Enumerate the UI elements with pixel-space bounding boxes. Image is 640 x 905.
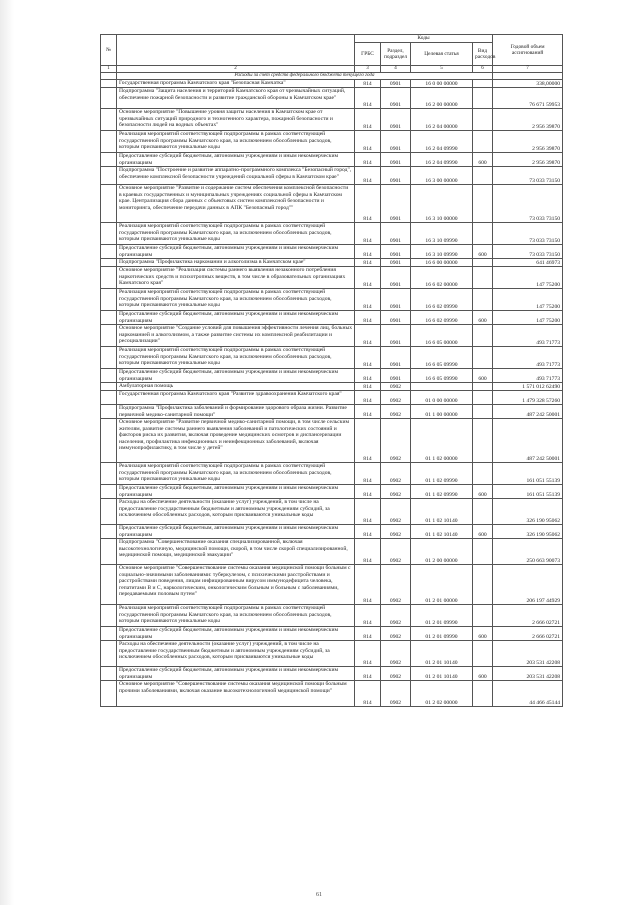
row-number-cell <box>101 681 117 707</box>
row-number-cell <box>101 88 117 109</box>
row-target-article: 16 6 02 09990 <box>411 311 473 325</box>
row-expense-type <box>473 499 493 525</box>
row-grbs: 814 <box>355 565 381 605</box>
row-amount: 493 71773 <box>493 369 563 383</box>
row-name: Государственная программа Камчатского края "Развитие здравоохранения Камчатского края" <box>117 391 355 405</box>
row-name: Основное мероприятие "Совершенствование системы оказания медицинской помощи больным прочими заболеваниями, включая оказание высокотехнологичной медицинской помощи" <box>117 681 355 707</box>
row-target-article: 01 1 00 00000 <box>411 405 473 419</box>
row-target-article: 01 0 00 00000 <box>411 391 473 405</box>
row-section: 0901 <box>381 185 411 223</box>
row-number-cell <box>101 565 117 605</box>
row-grbs: 814 <box>355 259 381 267</box>
row-section: 0902 <box>381 499 411 525</box>
row-name: Подпрограмма "Построение и развитие аппаратно-программного комплекса "Безопасный город", обеспечение комплексной безопасности учреждений социальной сферы в Камчатском крае" <box>117 167 355 185</box>
row-grbs: 814 <box>355 88 381 109</box>
row-amount: 487 242 50001 <box>493 419 563 463</box>
row-target-article: 01 2 01 09990 <box>411 627 473 641</box>
row-name: Предоставление субсидий бюджетным, автономным учреждениям и иным некоммерческим организациям <box>117 525 355 539</box>
row-section: 0902 <box>381 485 411 499</box>
row-name: Реализация мероприятий соответствующей подпрограммы в рамках соответствующей государственной программы Камчатского края, за исключением обособленных расходов, которым присваиваются уникальные коды <box>117 463 355 485</box>
row-name: Реализация мероприятий соответствующей подпрограммы в рамках соответствующей государственной программы Камчатского края, за исключением обособленных расходов, которым присваиваются уникальные коды <box>117 131 355 153</box>
row-target-article: 16 6 02 09990 <box>411 289 473 311</box>
row-target-article: 16 6 05 00000 <box>411 325 473 347</box>
row-grbs: 814 <box>355 391 381 405</box>
row-expense-type <box>473 347 493 369</box>
row-name: Расходы на обеспечение деятельности (оказание услуг) учреждений, в том числе на предоставление государственным бюджетным и автономным учреждениям субсидий, за исключением обособленных расходов, которым присваиваются уникальные коды <box>117 499 355 525</box>
row-section: 0902 <box>381 419 411 463</box>
row-expense-type: 600 <box>473 485 493 499</box>
row-amount: 73 033 73150 <box>493 223 563 245</box>
row-name: Реализация мероприятий соответствующей подпрограммы в рамках соответствующей государственной программы Камчатского края, за исключением обособленных расходов, которым присваиваются уникальные коды <box>117 223 355 245</box>
table-row <box>101 391 563 405</box>
row-grbs: 814 <box>355 641 381 667</box>
row-amount: 203 531 42208 <box>493 667 563 681</box>
table-row <box>101 185 563 223</box>
row-name: Расходы на обеспечение деятельности (оказание услуг) учреждений, в том числе на предоставление государственным бюджетным и автономным учреждениям субсидий, за исключением обособленных расходов, которым присваиваются уникальные коды <box>117 641 355 667</box>
row-name: Предоставление субсидий бюджетным, автономным учреждениям и иным некоммерческим организациям <box>117 311 355 325</box>
row-expense-type: 600 <box>473 369 493 383</box>
row-grbs: 814 <box>355 499 381 525</box>
table-row <box>101 419 563 463</box>
row-amount: 206 197 44929 <box>493 565 563 605</box>
table-row <box>101 627 563 641</box>
row-expense-type <box>473 289 493 311</box>
row-expense-type: 600 <box>473 667 493 681</box>
row-expense-type <box>473 259 493 267</box>
row-amount: 2 956 39870 <box>493 109 563 131</box>
column-number: 3 <box>355 66 381 73</box>
row-number-cell <box>101 485 117 499</box>
row-section: 0901 <box>381 311 411 325</box>
col-header-number: № <box>101 35 117 66</box>
row-target-article: 16 2 04 09990 <box>411 153 473 167</box>
row-target-article: 16 3 10 09990 <box>411 223 473 245</box>
row-name: Подпрограмма "Профилактика наркомании и алкоголизма в Камчатском крае" <box>117 259 355 267</box>
row-grbs: 814 <box>355 311 381 325</box>
row-grbs: 814 <box>355 153 381 167</box>
row-amount: 1 479 328 57260 <box>493 391 563 405</box>
row-expense-type: 600 <box>473 525 493 539</box>
scan-edge-shadow <box>0 0 14 905</box>
row-name: Основное мероприятие "Реализация системы раннего выявления незаконного потребления наркотических средств и психотропных веществ, в том числе в образовательных организациях Камчатского края" <box>117 267 355 289</box>
row-expense-type <box>473 539 493 565</box>
row-expense-type <box>473 405 493 419</box>
row-name: Подпрограмма "Защита населения и территорий Камчатского края от чрезвычайных ситуаций, обеспечение пожарной безопасности и развитие гражданской обороны в Камчатском крае" <box>117 88 355 109</box>
row-target-article: 16 0 00 00000 <box>411 80 473 88</box>
row-section: 0902 <box>381 641 411 667</box>
row-target-article: 16 3 10 09990 <box>411 245 473 259</box>
row-target-article <box>411 383 473 391</box>
row-grbs: 814 <box>355 223 381 245</box>
row-number-cell <box>101 267 117 289</box>
row-grbs: 814 <box>355 681 381 707</box>
row-expense-type <box>473 223 493 245</box>
row-name: Основное мероприятие "Повышение уровня защиты населения в Камчатском крае от чрезвычайных ситуаций природного и техногенного характера, пожарной безопасности и безопасности людей на водных объектах" <box>117 109 355 131</box>
col-header-codes: Коды <box>355 35 493 43</box>
table-row <box>101 347 563 369</box>
row-amount: 2 956 39870 <box>493 131 563 153</box>
table-row <box>101 267 563 289</box>
row-grbs: 814 <box>355 325 381 347</box>
row-number-cell <box>101 391 117 405</box>
row-expense-type <box>473 109 493 131</box>
row-section: 0901 <box>381 153 411 167</box>
table-row <box>101 131 563 153</box>
row-expense-type: 600 <box>473 311 493 325</box>
row-target-article: 01 2 01 00000 <box>411 565 473 605</box>
row-name: Предоставление субсидий бюджетным, автономным учреждениям и иным некоммерческим организациям <box>117 667 355 681</box>
row-name: Предоставление субсидий бюджетным, автономным учреждениям и иным некоммерческим организациям <box>117 627 355 641</box>
table-row <box>101 325 563 347</box>
row-grbs: 814 <box>355 80 381 88</box>
row-target-article: 16 3 00 00000 <box>411 167 473 185</box>
row-target-article: 01 2 02 00000 <box>411 681 473 707</box>
row-amount: 73 033 73150 <box>493 185 563 223</box>
row-name: Основное мероприятие "Развитие первичной медико-санитарной помощи, в том числе сельским жителям, развитие системы раннего выявления заболеваний и патологических состояний и факторов риска их развития, включая проведение медицинских осмотров и диспансеризации населения, профилактика инфекционных и неинфекционных заболеваний, включая иммунопрофилактику, в том числе у детей" <box>117 419 355 463</box>
row-name: Реализация мероприятий соответствующей подпрограммы в рамках соответствующей государственной программы Камчатского края, за исключением обособленных расходов, которым присваиваются уникальные коды <box>117 605 355 627</box>
table-row <box>101 681 563 707</box>
row-expense-type <box>473 88 493 109</box>
row-section: 0901 <box>381 369 411 383</box>
row-name: Предоставление субсидий бюджетным, автономным учреждениям и иным некоммерческим организациям <box>117 245 355 259</box>
row-amount: 493 71773 <box>493 347 563 369</box>
row-amount: 73 033 73150 <box>493 167 563 185</box>
page-number: 61 <box>316 892 322 898</box>
row-grbs: 814 <box>355 245 381 259</box>
row-target-article: 01 1 02 10140 <box>411 525 473 539</box>
row-number-cell <box>101 223 117 245</box>
table-row <box>101 289 563 311</box>
row-section: 0901 <box>381 223 411 245</box>
row-target-article: 16 3 10 00000 <box>411 185 473 223</box>
row-expense-type <box>473 463 493 485</box>
row-grbs: 814 <box>355 463 381 485</box>
row-name: Подпрограмма "Профилактика заболеваний и формирование здорового образа жизни. Развитие первичной медико-санитарной помощи" <box>117 405 355 419</box>
row-amount: 203 531 42208 <box>493 641 563 667</box>
row-number-cell <box>101 369 117 383</box>
row-number-cell <box>101 289 117 311</box>
row-amount: 44 466 45144 <box>493 681 563 707</box>
row-number-cell <box>101 325 117 347</box>
table-row <box>101 153 563 167</box>
row-grbs: 814 <box>355 289 381 311</box>
row-section: 0901 <box>381 109 411 131</box>
row-expense-type <box>473 80 493 88</box>
row-target-article: 16 6 05 09990 <box>411 369 473 383</box>
row-amount: 161 051 55139 <box>493 463 563 485</box>
column-number: 2 <box>117 66 355 73</box>
row-section: 0902 <box>381 383 411 391</box>
row-name: Предоставление субсидий бюджетным, автономным учреждениям и иным некоммерческим организациям <box>117 153 355 167</box>
row-number-cell <box>101 419 117 463</box>
row-expense-type <box>473 267 493 289</box>
column-number: 1 <box>101 66 117 73</box>
row-amount: 338,00000 <box>493 80 563 88</box>
row-name: Основное мероприятие "Развитие и содержание систем обеспечения комплексной безопасности в краевых государственных и муниципальных учреждениях социальной сферы в Камчатском крае. Централизация сбора данных с объектовых систем комплексной безопасности и мониторинга, обеспечение передачи данных в АПК "Безопасный город"" <box>117 185 355 223</box>
row-section: 0902 <box>381 539 411 565</box>
col-header-target-article: Целевая статья <box>411 43 473 66</box>
row-section: 0902 <box>381 405 411 419</box>
row-grbs: 814 <box>355 167 381 185</box>
row-grbs: 814 <box>355 605 381 627</box>
col-header-expense-type: Вид расходов <box>473 43 493 66</box>
row-number-cell <box>101 539 117 565</box>
row-target-article: 01 1 02 10140 <box>411 499 473 525</box>
row-name: Реализация мероприятий соответствующей подпрограммы в рамках соответствующей государственной программы Камчатского края, за исключением обособленных расходов, которым присваиваются уникальные коды <box>117 347 355 369</box>
row-number-cell <box>101 245 117 259</box>
table-row <box>101 499 563 525</box>
table-row <box>101 259 563 267</box>
row-name: Предоставление субсидий бюджетным, автономным учреждениям и иным некоммерческим организациям <box>117 485 355 499</box>
row-target-article: 16 2 00 00000 <box>411 88 473 109</box>
row-section: 0902 <box>381 627 411 641</box>
row-expense-type: 600 <box>473 245 493 259</box>
column-number: 4 <box>381 66 411 73</box>
row-section: 0902 <box>381 565 411 605</box>
row-number-cell <box>101 525 117 539</box>
row-section: 0902 <box>381 391 411 405</box>
row-expense-type <box>473 185 493 223</box>
row-section: 0902 <box>381 681 411 707</box>
row-amount: 2 666 02721 <box>493 605 563 627</box>
row-expense-type <box>473 419 493 463</box>
row-amount: 250 663 90073 <box>493 539 563 565</box>
row-amount: 487 242 50001 <box>493 405 563 419</box>
table-row <box>101 88 563 109</box>
table-row <box>101 167 563 185</box>
row-number-cell <box>101 185 117 223</box>
row-amount: 147 75200 <box>493 289 563 311</box>
row-expense-type: 600 <box>473 153 493 167</box>
row-expense-type <box>473 391 493 405</box>
row-name: Государственная программа Камчатского края "Безопасная Камчатка" <box>117 80 355 88</box>
row-amount: 641 46973 <box>493 259 563 267</box>
table-row <box>101 525 563 539</box>
row-expense-type <box>473 325 493 347</box>
row-expense-type <box>473 383 493 391</box>
row-target-article: 16 2 04 00000 <box>411 109 473 131</box>
row-section: 0901 <box>381 245 411 259</box>
row-grbs: 814 <box>355 347 381 369</box>
row-grbs: 814 <box>355 405 381 419</box>
row-section: 0901 <box>381 131 411 153</box>
row-number-cell <box>101 347 117 369</box>
table-row <box>101 485 563 499</box>
table-row <box>101 539 563 565</box>
table-row <box>101 605 563 627</box>
row-section: 0902 <box>381 605 411 627</box>
row-amount: 493 71773 <box>493 325 563 347</box>
table-row <box>101 80 563 88</box>
table-row <box>101 383 563 391</box>
row-grbs: 814 <box>355 185 381 223</box>
row-section: 0901 <box>381 267 411 289</box>
row-section: 0901 <box>381 259 411 267</box>
row-amount: 1 571 012 62490 <box>493 383 563 391</box>
row-number-cell <box>101 463 117 485</box>
row-section: 0901 <box>381 88 411 109</box>
row-grbs: 814 <box>355 667 381 681</box>
row-number-cell <box>101 153 117 167</box>
col-header-name <box>117 35 355 66</box>
row-name: Подпрограмма "Совершенствование оказания специализированной, включая высокотехнологичную, медицинской помощи, скорой, в том числе скорой специализированной, медицинской помощи, медицинской эвакуации" <box>117 539 355 565</box>
row-grbs: 814 <box>355 109 381 131</box>
row-grbs: 814 <box>355 383 381 391</box>
row-target-article: 01 1 02 09990 <box>411 485 473 499</box>
row-amount: 161 051 55139 <box>493 485 563 499</box>
table-row <box>101 223 563 245</box>
row-amount: 2 956 39870 <box>493 153 563 167</box>
row-section: 0901 <box>381 167 411 185</box>
row-amount: 147 75200 <box>493 267 563 289</box>
row-number-cell <box>101 627 117 641</box>
row-target-article: 01 2 01 10140 <box>411 667 473 681</box>
row-section: 0902 <box>381 525 411 539</box>
table-row <box>101 311 563 325</box>
section-title-row <box>101 73 563 80</box>
table-row <box>101 369 563 383</box>
row-grbs: 814 <box>355 369 381 383</box>
row-target-article: 01 2 00 00000 <box>411 539 473 565</box>
row-number-cell <box>101 667 117 681</box>
row-name: Предоставление субсидий бюджетным, автономным учреждениям и иным некоммерческим организациям <box>117 369 355 383</box>
row-number-cell <box>101 405 117 419</box>
row-expense-type <box>473 131 493 153</box>
row-grbs: 814 <box>355 485 381 499</box>
column-number: 6 <box>473 66 493 73</box>
row-section: 0901 <box>381 80 411 88</box>
row-expense-type <box>473 605 493 627</box>
row-grbs: 814 <box>355 267 381 289</box>
row-target-article: 16 2 04 09990 <box>411 131 473 153</box>
row-name: Амбулаторная помощь <box>117 383 355 391</box>
row-grbs: 814 <box>355 539 381 565</box>
row-number-cell <box>101 109 117 131</box>
row-amount: 2 666 02721 <box>493 627 563 641</box>
row-amount: 147 75200 <box>493 311 563 325</box>
row-number-cell <box>101 259 117 267</box>
table-row <box>101 405 563 419</box>
table-row <box>101 641 563 667</box>
row-name: Основное мероприятие "Создание условий для повышения эффективности лечения лиц, больных наркоманией и алкоголизмом, а также развитие системы их комплексной реабилитации и ресоциализации" <box>117 325 355 347</box>
row-expense-type: 600 <box>473 627 493 641</box>
row-number-cell <box>101 383 117 391</box>
row-amount: 73 033 73150 <box>493 245 563 259</box>
row-section: 0901 <box>381 289 411 311</box>
row-target-article: 01 1 02 09990 <box>411 463 473 485</box>
row-section: 0902 <box>381 667 411 681</box>
row-target-article: 16 6 02 00000 <box>411 267 473 289</box>
row-number-cell <box>101 80 117 88</box>
row-section: 0902 <box>381 463 411 485</box>
table-row <box>101 463 563 485</box>
row-grbs: 814 <box>355 131 381 153</box>
row-name: Основное мероприятие "Совершенствование системы оказания медицинской помощи больным с социально-значимыми заболеваниями: туберкулезом, с психическими расстройствами и расстройствами поведения, лицам инфицированным вирусом иммунодефицита человека, гепатитами В и С, наркологическим, онкологическим больным и больным с заболеваниями, передаваемыми половым путем" <box>117 565 355 605</box>
row-section: 0901 <box>381 325 411 347</box>
row-target-article: 01 2 01 09990 <box>411 605 473 627</box>
col-header-sum: Годовой объем ассигнований <box>493 35 563 66</box>
row-number-cell <box>101 605 117 627</box>
row-target-article: 01 1 02 00000 <box>411 419 473 463</box>
row-name: Реализация мероприятий соответствующей подпрограммы в рамках соответствующей государственной программы Камчатского края, за исключением обособленных расходов, которым присваиваются уникальные коды <box>117 289 355 311</box>
row-number-cell <box>101 167 117 185</box>
column-number: 7 <box>493 66 563 73</box>
row-amount: 326 190 95062 <box>493 499 563 525</box>
table-row <box>101 109 563 131</box>
row-number-cell <box>101 131 117 153</box>
row-section: 0901 <box>381 347 411 369</box>
table-row <box>101 245 563 259</box>
row-expense-type <box>473 167 493 185</box>
col-header-section: Раздел, подраздел <box>381 43 411 66</box>
table-row <box>101 667 563 681</box>
row-expense-type <box>473 641 493 667</box>
row-target-article: 01 2 01 10140 <box>411 641 473 667</box>
table-row <box>101 565 563 605</box>
budget-table <box>100 34 563 707</box>
row-number-cell <box>101 499 117 525</box>
column-numbers-row <box>101 66 563 73</box>
row-number-cell <box>101 311 117 325</box>
row-expense-type <box>473 681 493 707</box>
row-amount: 76 671 59953 <box>493 88 563 109</box>
row-amount: 326 190 95062 <box>493 525 563 539</box>
row-grbs: 814 <box>355 525 381 539</box>
row-grbs: 814 <box>355 627 381 641</box>
column-number: 5 <box>411 66 473 73</box>
row-grbs: 814 <box>355 419 381 463</box>
row-number-cell <box>101 641 117 667</box>
col-header-grbs: ГРБС <box>355 43 381 66</box>
row-target-article: 16 6 00 00000 <box>411 259 473 267</box>
section-title: Расходы за счет средств федерального бюджета текущего года <box>117 73 493 80</box>
row-target-article: 16 6 05 09990 <box>411 347 473 369</box>
row-expense-type <box>473 565 493 605</box>
